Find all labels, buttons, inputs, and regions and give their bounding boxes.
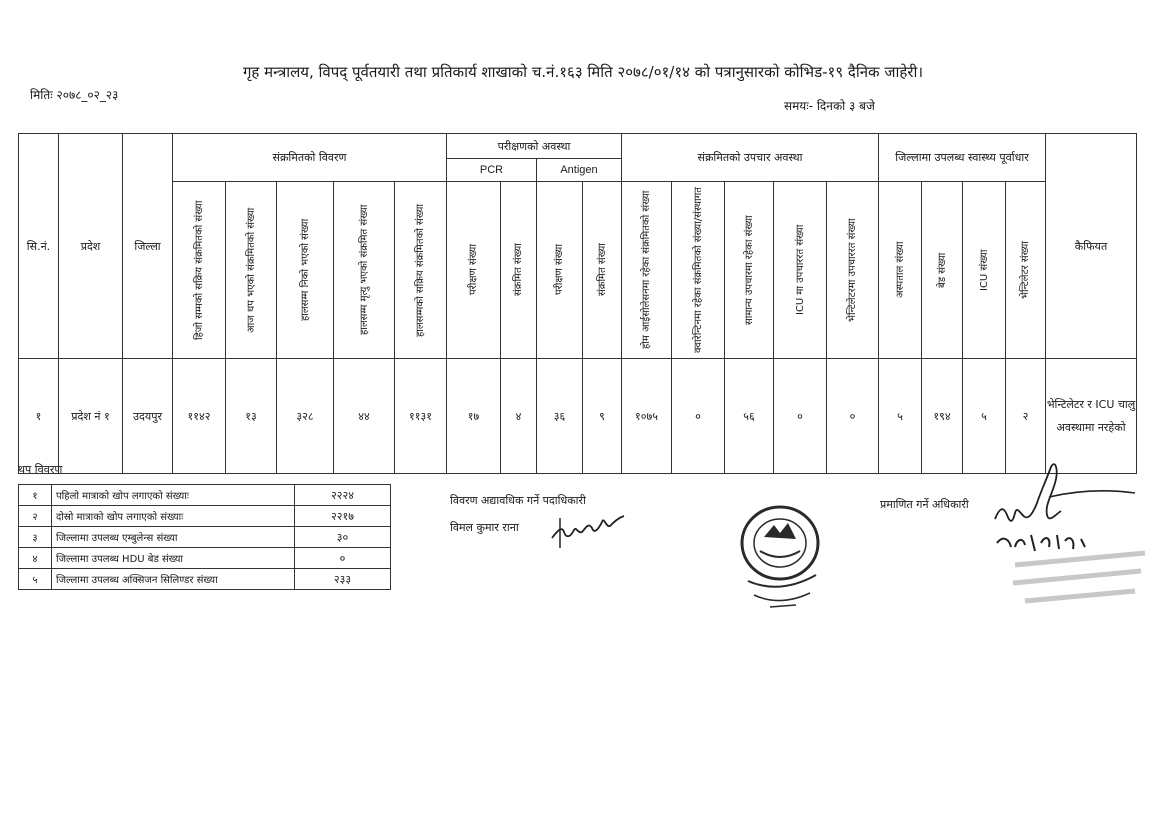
sub-header-1: हिजो सम्मको सक्रिय संक्रमितको संख्या: [173, 182, 226, 359]
row-value-2: १३: [226, 359, 277, 474]
extra-details-title: थप विवरण: [18, 463, 63, 476]
page-title: गृह मन्त्रालय, विपद् पूर्वतयारी तथा प्रतिकार्य शाखाको च.नं.१६३ मिति २०७८/०१/१४ को पत्रानुसारको कोभिड-१९ दैनिक जाहेरी।: [242, 63, 924, 81]
row-value-14: ०: [827, 359, 879, 474]
sub-header-6: परीक्षण संख्या: [447, 182, 501, 359]
sub-header-9: संक्रमित संख्या: [583, 182, 622, 359]
extra-value: २२१७: [295, 506, 391, 527]
row-value-11: ०: [672, 359, 725, 474]
sub-header-2: आज थप भएको संक्रमितको संख्या: [226, 182, 277, 359]
extra-n: २: [19, 506, 52, 527]
extra-label: दोस्रो मात्राको खोप लगाएको संख्याः: [52, 506, 295, 527]
sub-header-7: संक्रमित संख्या: [501, 182, 537, 359]
extra-label: जिल्लामा उपलब्ध एम्बुलेन्स संख्या: [52, 527, 295, 548]
extra-value: २३३: [295, 569, 391, 590]
header-pcr: PCR: [447, 159, 537, 182]
row-value-15: ५: [879, 359, 922, 474]
sub-header-16: बेड संख्या: [922, 182, 963, 359]
row-remarks: भेन्टिलेटर र ICU चालु अवस्थामा नरहेको: [1046, 359, 1137, 474]
covid-report-table: [18, 133, 1137, 474]
header-infected-details: संक्रमितको विवरण: [173, 134, 447, 182]
extra-n: ३: [19, 527, 52, 548]
authorizer-label: प्रमाणित गर्ने अधिकारी: [880, 498, 969, 511]
sub-header-15: अस्पताल संख्या: [879, 182, 922, 359]
header-treatment-status: संक्रमितको उपचार अवस्था: [622, 134, 879, 182]
extra-label: पहिलो मात्राको खोप लगाएको संख्याः: [52, 485, 295, 506]
extra-row: [19, 506, 391, 527]
sub-header-18: भेन्टिलेटर संख्या: [1006, 182, 1046, 359]
report-date: मितिः २०७८_०२_२३: [30, 88, 119, 102]
row-value-17: ५: [963, 359, 1006, 474]
extra-value: २२२४: [295, 485, 391, 506]
extra-label: जिल्लामा उपलब्ध अक्सिजन सिलिण्डर संख्या: [52, 569, 295, 590]
row-value-1: ११४२: [173, 359, 226, 474]
table-row: [19, 359, 1137, 474]
extra-value: ०: [295, 548, 391, 569]
row-value-4: ४४: [334, 359, 395, 474]
row-value-3: ३२८: [277, 359, 334, 474]
sub-header-row: [19, 182, 1137, 359]
sub-header-5: हालसम्मको सक्रिय संक्रमितको संख्या: [395, 182, 447, 359]
sub-header-8: परीक्षण संख्या: [537, 182, 583, 359]
row-value-18: २: [1006, 359, 1046, 474]
row-value-7: ४: [501, 359, 537, 474]
header-province: प्रदेश: [59, 134, 123, 359]
extra-row: [19, 569, 391, 590]
updater-name: विमल कुमार राना: [450, 521, 519, 534]
district-office-seal: [730, 497, 830, 617]
header-health-infra: जिल्लामा उपलब्ध स्वास्थ्य पूर्वाधार: [879, 134, 1046, 182]
authorizer-signature: [985, 455, 1155, 615]
row-province: प्रदेश नं १: [59, 359, 123, 474]
extra-n: ४: [19, 548, 52, 569]
header-remarks: कैफियत: [1046, 134, 1137, 359]
header-testing-status: परीक्षणको अवस्था: [447, 134, 622, 159]
sub-header-12: सामान्य उपचारमा रहेका संख्या: [725, 182, 774, 359]
updater-label: विवरण अद्यावधिक गर्ने पदाधिकारी: [450, 494, 586, 507]
row-value-13: ०: [774, 359, 827, 474]
row-value-10: १०७५: [622, 359, 672, 474]
extra-details-table: [18, 484, 391, 590]
header-antigen: Antigen: [537, 159, 622, 182]
row-value-8: ३६: [537, 359, 583, 474]
row-value-16: १९४: [922, 359, 963, 474]
header-district: जिल्ला: [123, 134, 173, 359]
extra-row: [19, 527, 391, 548]
extra-row: [19, 485, 391, 506]
sub-header-11: क्वारेन्टिनमा रहेका संक्रमितको संख्या/संस्थागत: [672, 182, 725, 359]
sub-header-4: हालसम्म मृत्यु भएको संक्रमित संख्या: [334, 182, 395, 359]
sub-header-3: हालसम्म निको भएको संख्या: [277, 182, 334, 359]
sub-header-10: होम आईसोलेसनमा रहेका संक्रमितको संख्या: [622, 182, 672, 359]
row-district: उदयपुर: [123, 359, 173, 474]
row-sn: १: [19, 359, 59, 474]
row-value-5: ११३१: [395, 359, 447, 474]
sub-header-14: भेन्टिलेटरमा उपचाररत संख्या: [827, 182, 879, 359]
extra-n: ५: [19, 569, 52, 590]
extra-n: १: [19, 485, 52, 506]
sub-header-17: ICU संख्या: [963, 182, 1006, 359]
extra-row: [19, 548, 391, 569]
row-value-9: ९: [583, 359, 622, 474]
report-time: समयः- दिनको ३ बजे: [784, 99, 875, 113]
row-value-6: १७: [447, 359, 501, 474]
row-value-12: ५६: [725, 359, 774, 474]
header-sn: सि.नं.: [19, 134, 59, 359]
extra-value: ३०: [295, 527, 391, 548]
updater-signature: [548, 508, 628, 552]
extra-label: जिल्लामा उपलब्ध HDU बेड संख्या: [52, 548, 295, 569]
sub-header-13: ICU मा उपचाररत संख्या: [774, 182, 827, 359]
